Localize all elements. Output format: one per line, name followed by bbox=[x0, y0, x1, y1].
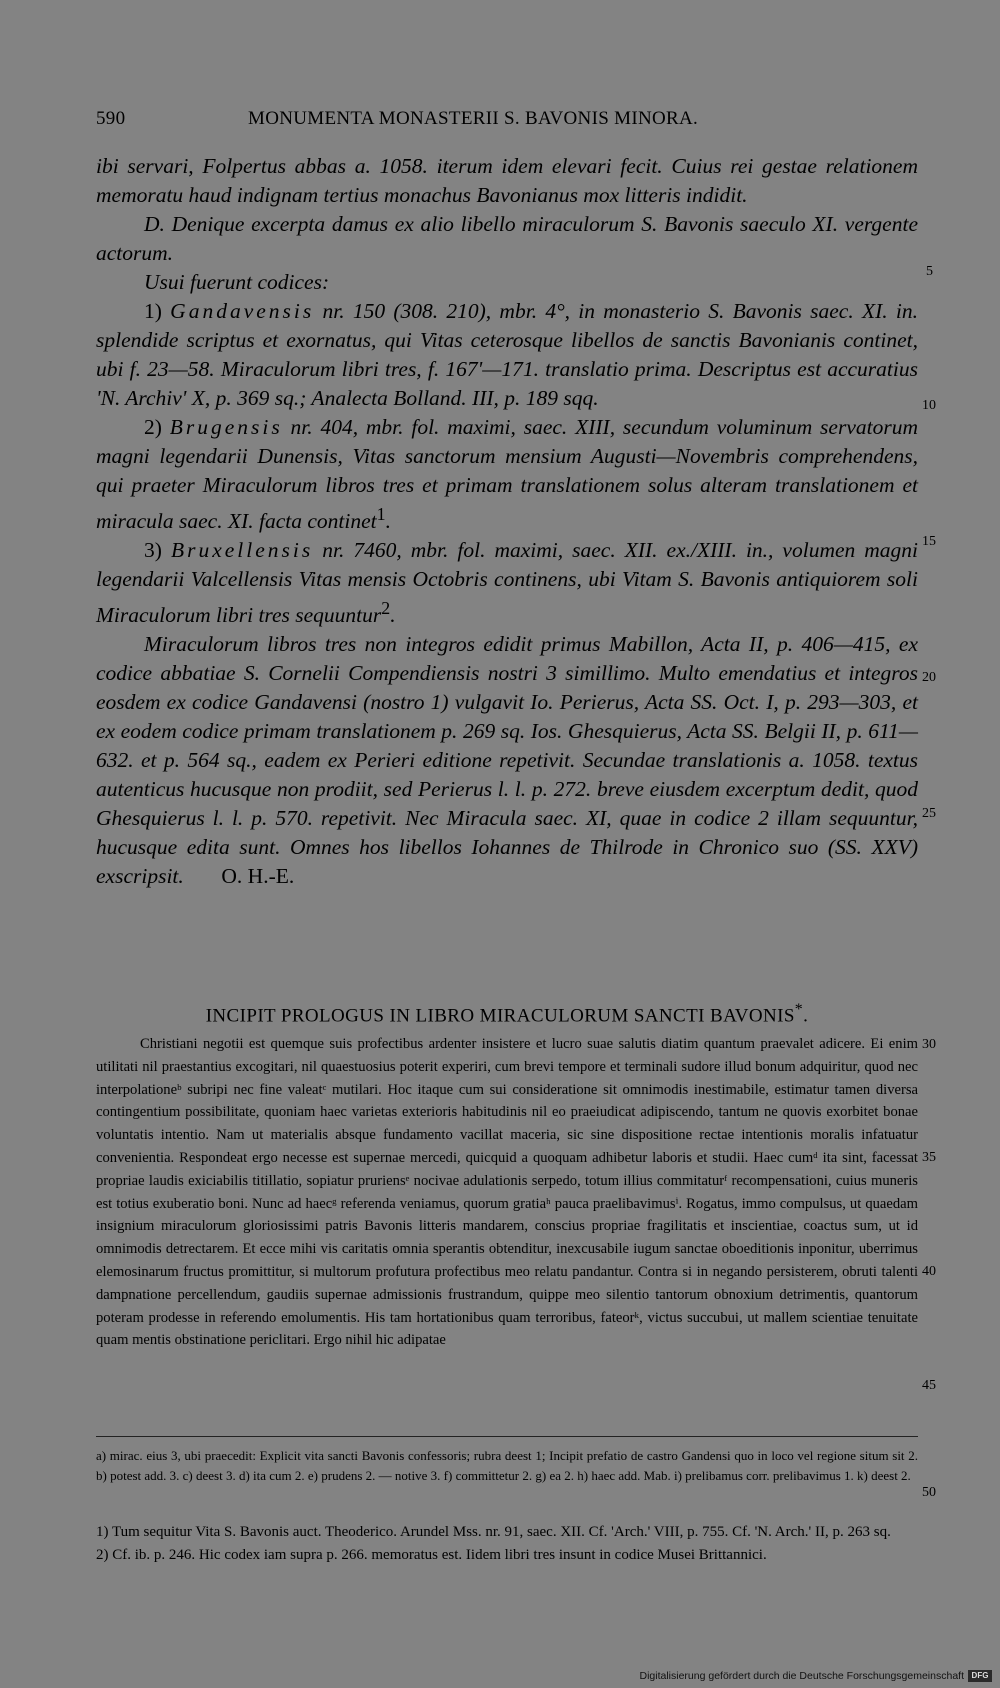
footnote-mark: 1 bbox=[376, 504, 386, 524]
variant-readings bbox=[96, 1446, 918, 1485]
dfg-logo-icon: DFG bbox=[968, 1670, 992, 1682]
line-number: 25 bbox=[922, 806, 936, 821]
line-number: 40 bbox=[922, 1264, 936, 1279]
variant-notes: a) mirac. eius 3, ubi praecedit: Explicit vita sancti Bavonis confessoris; rubra deest 1; Incipit prefatio de castro Gandensi quo in loco vel regione situm sit 2. b) potest add. 3. c) deest 3. d) ita cum 2. e) prudens 2. — notive 3. f) committetur 2. g) ea 2. h) haec add. Mab. i) prelibamus corr. prelibavimus 1. k) deest 2. bbox=[96, 1448, 918, 1483]
editions-paragraph: Miraculorum libros tres non integros edidit primus Mabillon, Acta II, p. 406—415, ex codice abbatiae S. Cornelii Compendiensis nostri 3 simillimo. Multo emendatius et integros eosdem ex codice Gandavensi (nostro 1) vulgavit Io. Perierus, Acta SS. Oct. I, p. 293—303, et ex eodem codice primam translationem p. 269 sq. Ios. Ghesquierus, Acta SS. Belgii II, p. 611—632. et p. 564 sq., eadem ex Perieri editione repetivit. Secundae translationis a. 1058. textus autenticus hucusque non prodiit, sed Perierus l. l. p. 272. breve eiusdem excerptum dedit, quod Ghesquierus l. l. p. 570. repetivit. Nec Miracula saec. XI, quae in codice 2 illam sequuntur, hucusque edita sunt. Omnes hos libellos Iohannes de Thilrode in Chronico suo (SS. XXV) exscripsit. O. H.-E. bbox=[96, 632, 918, 889]
digitization-credit bbox=[639, 1670, 992, 1682]
codex-name: Bruxellensis bbox=[170, 538, 314, 563]
running-title: MONUMENTA MONASTERII S. BAVONIS MINORA. bbox=[248, 108, 699, 129]
introduction-text bbox=[96, 152, 918, 891]
line-number: 10 bbox=[922, 398, 936, 413]
line-number: 30 bbox=[922, 1037, 936, 1052]
footnotes bbox=[96, 1521, 918, 1566]
editor-signature: O. H.-E. bbox=[221, 864, 295, 889]
prologue-heading: INCIPIT PROLOGUS IN LIBRO MIRACULORUM SANCTI BAVONIS*. bbox=[205, 1001, 809, 1027]
line-number: 15 bbox=[922, 534, 936, 549]
codex-name: Brugensis bbox=[169, 415, 283, 439]
line-number: 50 bbox=[922, 1485, 936, 1500]
codex-name: Gandavensis bbox=[170, 299, 315, 323]
codex-entry-3: 3) Bruxellensis nr. 7460, mbr. fol. maximi, saec. XII. ex./XIII. in., volumen magni legendarii Valcellensis Vitas mensis Octobris continens, ubi Vitam S. Bavonis antiquiorem soli Miraculorum libri tres sequuntur$^2$. bbox=[96, 538, 919, 628]
intro-paragraph-3: Usui fuerunt codices: bbox=[144, 270, 330, 294]
note-mark: * bbox=[794, 1001, 804, 1018]
line-number: 35 bbox=[922, 1150, 936, 1165]
footnote-mark: 2 bbox=[381, 598, 391, 619]
intro-paragraph-2: D. Denique excerpta damus ex alio libello miraculorum S. Bavonis saeculo XI. vergente actorum. bbox=[96, 212, 918, 265]
codex-entry-2: 2) Brugensis nr. 404, mbr. fol. maximi, saec. XIII, secundum voluminum servatorum magni legendarii Dunensis, Vitas sanctorum mensium Augusti—Novembris comprehendens, qui praeter Miraculorum libros tres et primam translationem solus alteram translationem et miracula saec. XI. facta continet$^1$. bbox=[96, 415, 918, 534]
prologue-text bbox=[96, 1033, 918, 1352]
footnote-2: 2) Cf. ib. p. 246. Hic codex iam supra p. 266. memoratus est. Iidem libri tres insunt in codice Musei Brittannici. bbox=[96, 1546, 767, 1563]
footnote-1: 1) Tum sequitur Vita S. Bavonis auct. Theoderico. Arundel Mss. nr. 91, saec. XII. Cf. 'Arch.' VIII, p. 755. Cf. 'N. Arch.' II, p. 263 sq. bbox=[96, 1524, 891, 1540]
intro-paragraph-1: ibi servari, Folpertus abbas a. 1058. iterum idem elevari fecit. Cuius rei gestae relationem memoratu haud indignam tertius monachus Bavonianus mox litteris indidit. bbox=[96, 154, 918, 207]
footnote-divider bbox=[96, 1436, 918, 1437]
credit-text: Digitalisierung gefördert durch die Deutsche Forschungsgemeinschaft bbox=[639, 1670, 964, 1682]
line-number: 5 bbox=[926, 264, 933, 279]
prologue-paragraph: Christiani negotii est quemque suis profectibus ardenter insistere et lucro suae salutis diatim quantum praevalet adicere. Ei enim utilitati nil praestantius excogitari, nil quaestuosius poterit experiri, cum brevi tempore et terminali sudore illud bonum adquiritur, quod nec interpolationeᵇ subripi nec fine valeatᶜ mutilari. Hoc itaque cum sui consideratione sit omnimodis inestimabile, estimatur tamen diversa contingentium possibilitate, quoniam haec varietas exterioris habitudinis nil eo praeiudicat adipiscendo, tantum ne quovis exorbitet bonae voluntatis intentio. Nam ut materialis absque fundamento vacillat maceria, sic sine dispositione rectae intentionis moralis infatuatur convenientia. Respondeat ergo necesse est supernae mercedi, quicquid a quoquam adhibetur laboris et studii. Haec cumᵈ ita sint, facessat propriae laudis exiciabilis titillatio, sopiatur pruriensᵉ nocivae adulationis serpedo, totum illius commitaturᶠ recompensationi, cuius muneris est totius exuberatio boni. Nunc ad haecᵍ referenda veniamus, quorum gratiaʰ pauca praelibavimusⁱ. Rogatus, immo compulsus, ut quaedam insignium miraculorum gloriosissimi patris Bavonis litteris mandarem, conscius propriae fragilitatis et inscientiae, coactus sum, ut id omnimodis detrectarem. Et ecce mihi vis caritatis omnia sperantis obtenditur, inexcusabile iugum sanctae oboeditionis inponitur, uberrimus elemosinarum fructus promittitur, si multorum profutura profectibus meo relatu pandantur. Contra si in negando persisterem, obruti talenti dampnatione percellendum, gaudiis supernae admissionis frustrandum, quippe meo silentio tantorum obnoxium detrimentis, quantorum poteram prodesse in referendo emolumentis. His tam hortationibus quam terroribus, fateorᵏ, victus succubui, ut mallem scientiae tenuitate quam mentis obstinatione periclitari. Ergo nihil hic adipatae bbox=[96, 1036, 918, 1349]
line-number: 20 bbox=[922, 670, 936, 685]
codex-entry-1: 1) Gandavensis nr. 150 (308. 210), mbr. 4°, in monasterio S. Bavonis saec. XI. in. splendide scriptus et exornatus, qui Vitas ceterosque libellos de sanctis Bavonianis continet, ubi f. 23—58. Miraculorum libri tres, f. 167'—171. translatio prima. Descriptus est accuratius 'N. Archiv' X, p. 369 sq.; Analecta Bolland. III, p. 189 sqq. bbox=[96, 299, 918, 410]
page-number: 590 bbox=[96, 108, 126, 129]
line-number: 45 bbox=[922, 1378, 936, 1393]
